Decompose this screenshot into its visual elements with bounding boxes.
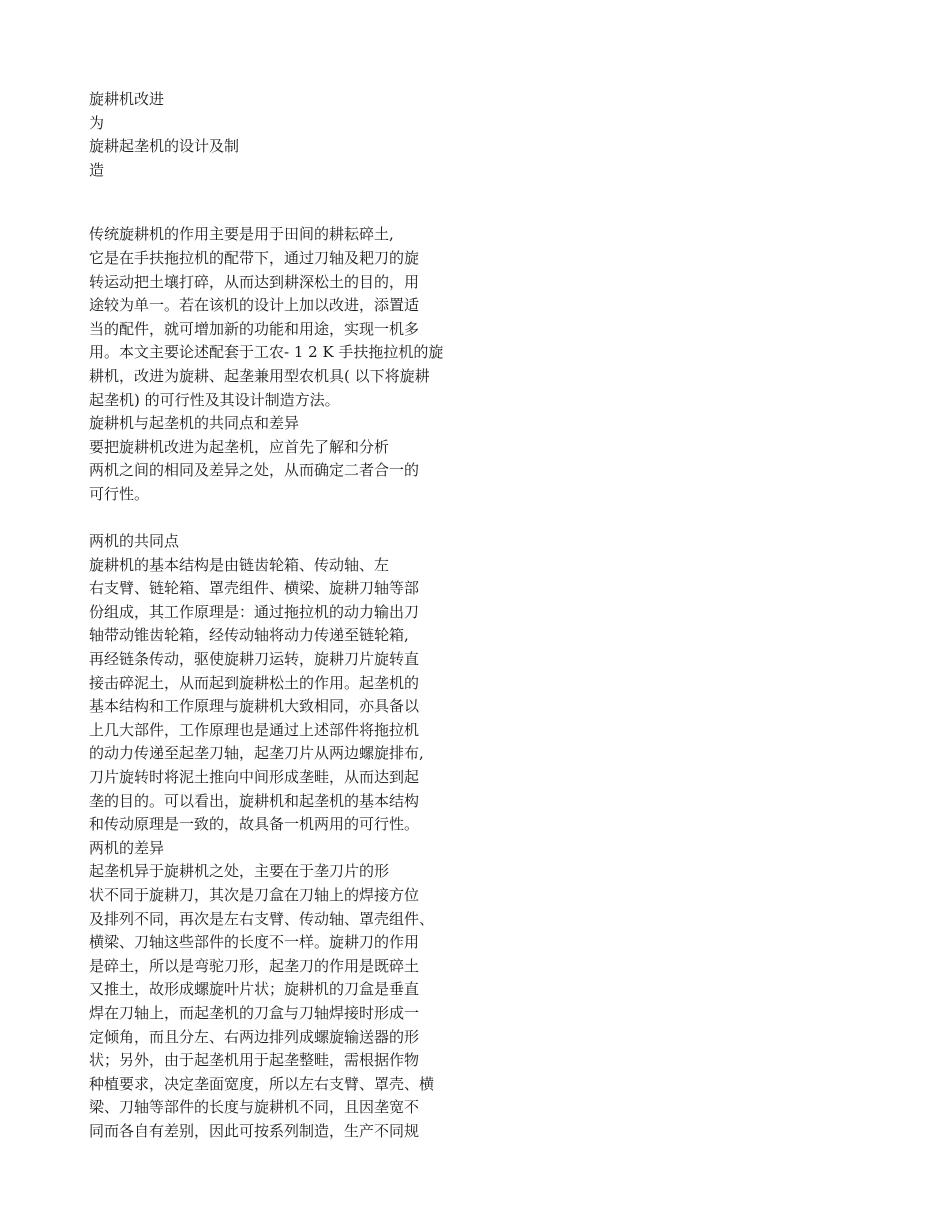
- body-line: 的动力传递至起垄刀轴，起垄刀片从两边螺旋排布,: [89, 744, 424, 763]
- title-line: 旋耕起垄机的设计及制: [89, 137, 240, 156]
- body-line: 起垄机异于旋耕机之处，主要在于垄刀片的形: [89, 862, 390, 881]
- body-line: 刀片旋转时将泥土推向中间形成垄畦，从而达到起: [89, 768, 420, 787]
- body-line: 垄的目的。可以看出，旋耕机和起垄机的基本结构: [89, 791, 420, 810]
- body-line: 要把旋耕机改进为起垄机，应首先了解和分析: [89, 437, 390, 456]
- body-line: 右支臂、链轮箱、罩壳组件、横梁、旋耕刀轴等部: [89, 579, 420, 598]
- body-line: 上几大部件，工作原理也是通过上述部件将拖拉机: [89, 720, 420, 739]
- intro-section: [89, 223, 489, 506]
- body-line: 同而各自有差别，因此可按系列制造，生产不同规: [89, 1121, 420, 1140]
- body-line: 基本结构和工作原理与旋耕机大致相同，亦具备以: [89, 697, 420, 716]
- body-line: 起垄机) 的可行性及其设计制造方法。: [89, 390, 340, 409]
- body-line: 用。本文主要论述配套于工农- 1 2 K 手扶拖拉机的旋: [89, 343, 444, 362]
- body-line: 可行性。: [89, 484, 150, 503]
- body-line: 耕机，改进为旋耕、起垄兼用型农机具( 以下将旋耕: [89, 366, 430, 385]
- body-line: 梁、刀轴等部件的长度与旋耕机不同，且因垄宽不: [89, 1098, 420, 1117]
- body-line: 定倾角，而且分左、右两边排列成螺旋输送器的形: [89, 1027, 420, 1046]
- body-line: 传统旋耕机的作用主要是用于田间的耕耘碎土,: [89, 225, 394, 244]
- body-line: 再经链条传动，驱使旋耕刀运转，旋耕刀片旋转直: [89, 650, 420, 669]
- title-line: 为: [89, 113, 105, 132]
- section-heading: 旋耕机与起垄机的共同点和差异: [89, 414, 300, 433]
- body-line: 接击碎泥土，从而起到旋耕松土的作用。起垄机的: [89, 673, 420, 692]
- body-line: 途较为单一。若在该机的设计上加以改进，添置适: [89, 296, 420, 315]
- body-line: 种植要求，决定垄面宽度，所以左右支臂、罩壳、横: [89, 1074, 435, 1093]
- body-line: 转运动把土壤打碎，从而达到耕深松土的目的，用: [89, 272, 420, 291]
- body-line: 两机之间的相同及差异之处，从而确定二者合一的: [89, 461, 420, 480]
- title-line: 旋耕机改进: [89, 90, 165, 108]
- body-line: 份组成，其工作原理是：通过拖拉机的动力输出刀: [89, 602, 420, 621]
- document-title: [89, 88, 489, 182]
- body-line: 旋耕机的基本结构是由链齿轮箱、传动轴、左: [89, 555, 390, 574]
- section-heading: 两机的共同点: [89, 532, 180, 551]
- body-line: 及排列不同，再次是左右支臂、传动轴、罩壳组件、: [89, 909, 435, 928]
- paragraph-gap: [89, 507, 489, 531]
- title-line: 造: [89, 160, 105, 179]
- body-line: 和传动原理是一致的，故具备一机两用的可行性。: [89, 815, 420, 834]
- document-page: [89, 88, 489, 1144]
- comparison-section: [89, 530, 489, 1143]
- body-line: 又推土，故形成螺旋叶片状；旋耕机的刀盒是垂直: [89, 980, 420, 999]
- body-line: 焊在刀轴上，而起垄机的刀盒与刀轴焊接时形成一: [89, 1003, 420, 1022]
- body-line: 横梁、刀轴这些部件的长度不一样。旋耕刀的作用: [89, 933, 420, 952]
- body-line: 当的配件，就可增加新的功能和用途，实现一机多: [89, 319, 420, 338]
- body-line: 轴带动锥齿轮箱，经传动轴将动力传递至链轮箱,: [89, 626, 409, 645]
- body-line: 是碎土，所以是弯驼刀形，起垄刀的作用是既碎土: [89, 956, 420, 975]
- body-line: 状不同于旋耕刀，其次是刀盒在刀轴上的焊接方位: [89, 886, 420, 904]
- body-line: 状；另外，由于起垄机用于起垄整畦，需根据作物: [89, 1051, 420, 1070]
- body-line: 它是在手扶拖拉机的配带下，通过刀轴及耙刀的旋: [89, 248, 420, 267]
- section-heading: 两机的差异: [89, 838, 165, 857]
